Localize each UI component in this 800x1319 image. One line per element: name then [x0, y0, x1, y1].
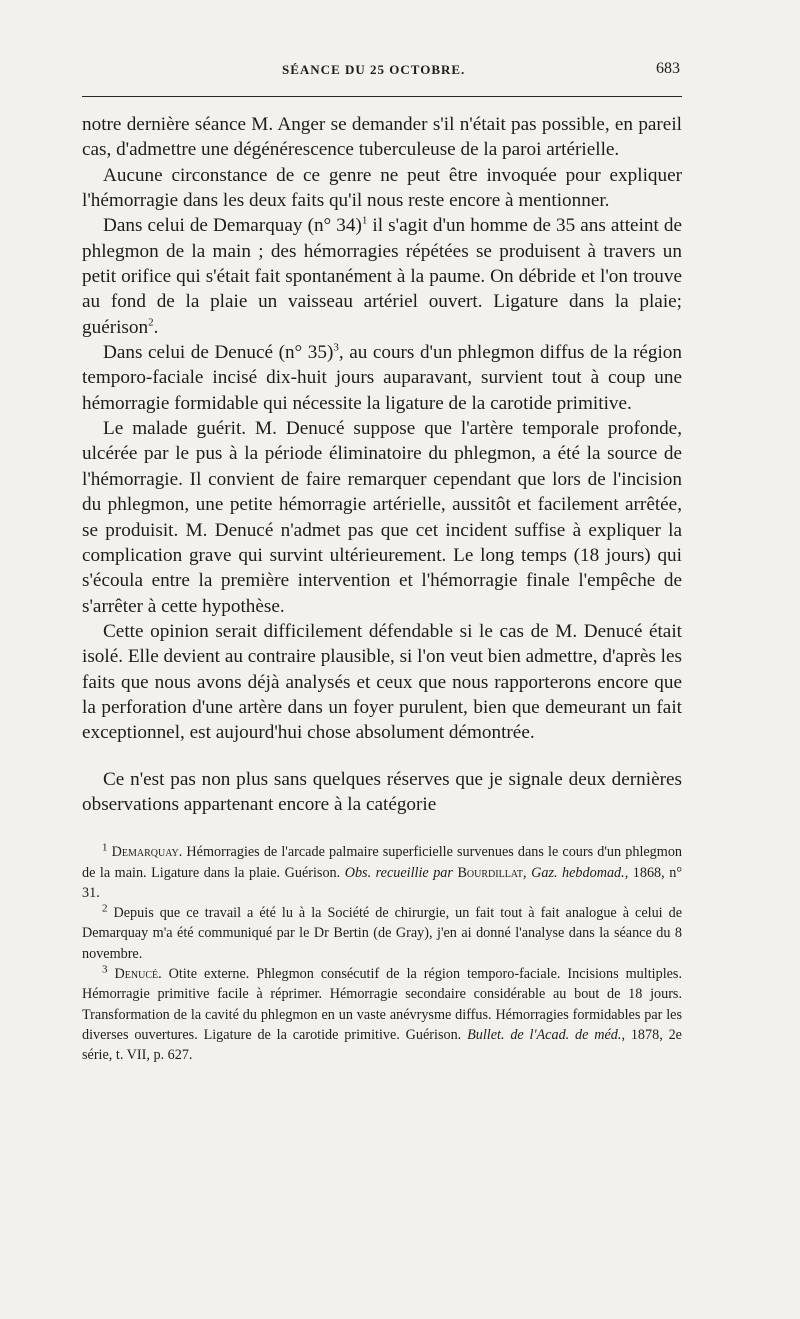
footnote-obs-author: Bourdillat, [452, 864, 532, 881]
footnote-reference: , 1878, 2e série, t. VII, p. 627. [82, 1026, 682, 1064]
paragraph-text: , au cours d'un phlegmon diffus de la région temporo-faciale incisé dix-huit jours auparavant, survient tout à coup une hémorragie formidable qui nécessite la ligature de la carotide primitive. [82, 342, 682, 414]
footnote-ref: 3 [333, 341, 339, 354]
book-page [82, 58, 682, 1066]
footnote-text: Hémorragies de l'arcade palmaire superficielle survenues dans le cours d'un phlegmon de la main. Ligature dans la plaie. Guérison. [82, 844, 683, 881]
body-text [82, 112, 682, 817]
footnote-number: 2 [102, 902, 108, 915]
footnote-journal: Bullet. de l'Acad. de méd. [467, 1026, 622, 1043]
paragraph-text: Dans celui de Demarquay (n° 34) [103, 215, 362, 237]
footnote-text: Otite externe. Phlegmon consécutif de la région temporo-faciale. Incisions multiples. Hémorragie primitive facile à réprimer. Hémorragie secondaire considérable au bout de 18 jours. Transformation de la cavité du phlegmon en un vaste anévrysme diffus. Hémorragies formidables par les diverses ouvertures. Ligature de la carotide primitive. Guérison. [82, 966, 683, 1043]
footnote-2 [82, 903, 682, 964]
paragraph: Ce n'est pas non plus sans quelques réserves que je signale deux dernières observations appartenant encore à la catégorie [82, 768, 682, 815]
running-title [282, 62, 465, 78]
paragraph-text: Dans celui de Denucé (n° 35) [103, 342, 334, 364]
running-title-word: SÉANCE [282, 62, 341, 77]
footnote-author: Demarquay. [111, 844, 183, 861]
footnotes [82, 842, 682, 1065]
paragraph-text: il s'agit d'un homme de 35 ans atteint de phlegmon de la main ; des hémorragies répétées se produisent à travers un petit orifice qui s'était fait spontanément à la paume. On débride et l'on trouve au fond de la plaie un vaisseau artériel ouvert. Ligature dans la plaie; guérison [82, 215, 682, 338]
paragraph: Aucune circonstance de ce genre ne peut être invoquée pour expliquer l'hémorragie dans les deux faits qu'il nous reste encore à mentionner. [82, 164, 682, 212]
footnote-text: Depuis que ce travail a été lu à la Société de chirurgie, un fait tout à fait analogue à celui de Demarquay m'a été communiqué par le Dr Bertin (de Gray), j'en ai donné l'analyse dans la séance du 8 novembre. [82, 905, 683, 962]
footnote-author: Denucé. [114, 966, 162, 983]
paragraph: Cette opinion serait difficilement défendable si le cas de M. Denucé était isolé. Elle devient au contraire plausible, si l'on veut bien admettre, d'après les faits que nous avons déjà analysés et ceux que nous rapporterons encore que la perforation d'une artère dans un foyer purulent, bien que demeurant un fait exceptionnel, est aujourd'hui chose absolument démontrée. [82, 620, 682, 744]
footnote-obs-label: Obs. recueillie par [344, 864, 453, 881]
page-number: 683 [656, 60, 680, 77]
paragraph [82, 213, 682, 340]
paragraph-text: . [153, 316, 159, 338]
footnote-journal: Gaz. hebdomad. [531, 864, 625, 881]
paragraph: notre dernière séance M. Anger se demander s'il n'était pas possible, en pareil cas, d'admettre une dégénérescence tuberculeuse de la paroi artérielle. [82, 114, 682, 161]
running-title-word: DU [345, 62, 366, 77]
paragraph: Le malade guérit. M. Denucé suppose que l'artère temporale profonde, ulcérée par le pus à la période éliminatoire du phlegmon, a été la source de l'hémorragie. Il convient de faire remarquer cependant que lors de l'incision du phlegmon, une petite hémorragie artérielle, aussitôt et facilement arrêtée, se produisit. M. Denucé n'admet pas que cet incident suffise à expliquer la complication grave qui survint ultérieurement. Le long temps (18 jours) qui s'écoula entre la première intervention et l'hémorragie finale l'empêche de s'arrêter à cette hypothèse. [82, 418, 682, 617]
footnote-ref: 1 [361, 214, 368, 227]
footnote-number: 1 [102, 841, 108, 854]
footnote-reference: , 1868, n° 31. [82, 864, 682, 901]
footnote-ref: 2 [148, 316, 154, 329]
header-rule [82, 96, 682, 97]
paragraph [82, 340, 682, 416]
footnote-1 [82, 842, 682, 903]
running-title-date: 25 OCTOBRE. [370, 62, 466, 77]
footnote-number: 3 [102, 963, 108, 976]
footnote-3 [82, 964, 682, 1065]
running-head [82, 58, 682, 88]
